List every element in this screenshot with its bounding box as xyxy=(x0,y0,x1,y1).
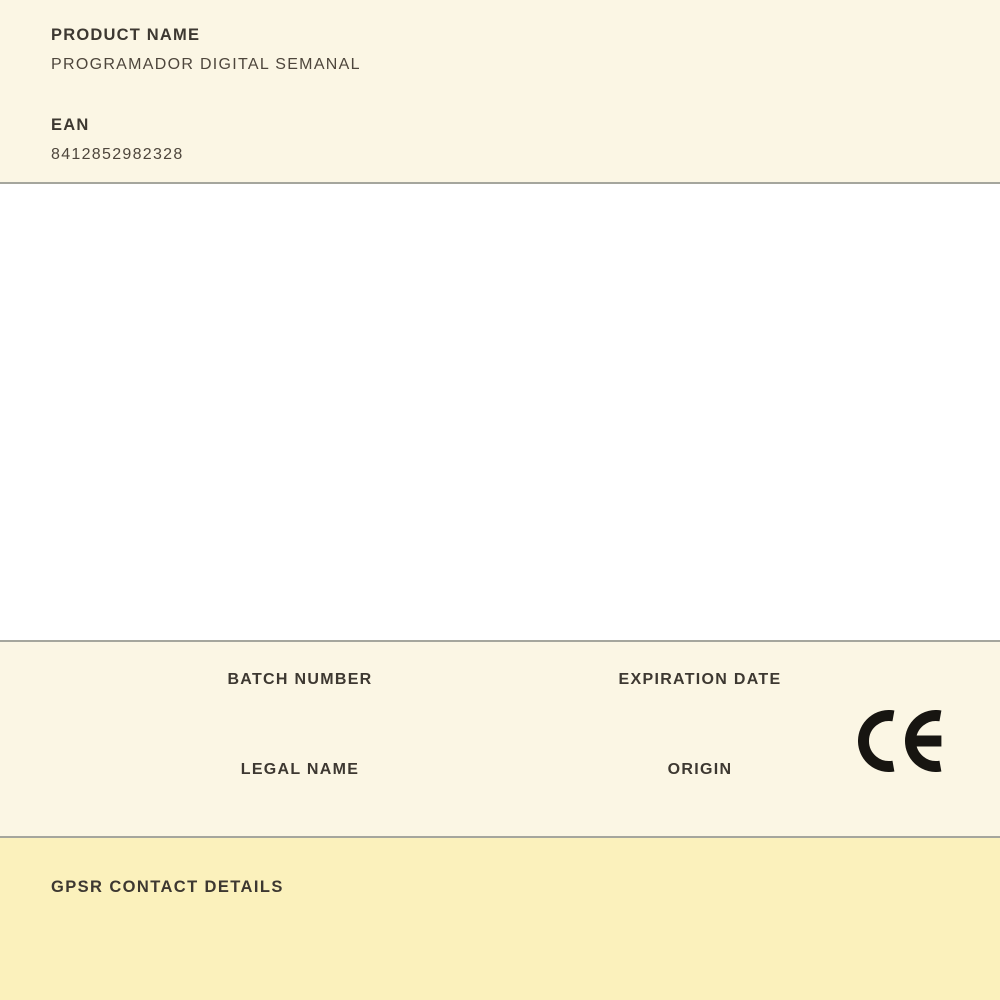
ean-label: EAN xyxy=(51,116,90,134)
empty-content-area xyxy=(0,184,1000,642)
legal-name-label: LEGAL NAME xyxy=(240,761,360,778)
details-section xyxy=(0,642,1000,838)
gpsr-section xyxy=(0,838,1000,1000)
gpsr-contact-details-title: GPSR CONTACT DETAILS xyxy=(51,878,284,896)
ean-value: 8412852982328 xyxy=(51,146,184,163)
product-info-section xyxy=(0,0,1000,184)
product-name-label: PRODUCT NAME xyxy=(51,26,201,44)
ce-mark-icon xyxy=(858,710,942,772)
batch-number-label: BATCH NUMBER xyxy=(227,671,373,688)
origin-label: ORIGIN xyxy=(667,761,733,778)
expiration-date-label: EXPIRATION DATE xyxy=(618,671,782,688)
product-name-value: PROGRAMADOR DIGITAL SEMANAL xyxy=(51,56,361,73)
